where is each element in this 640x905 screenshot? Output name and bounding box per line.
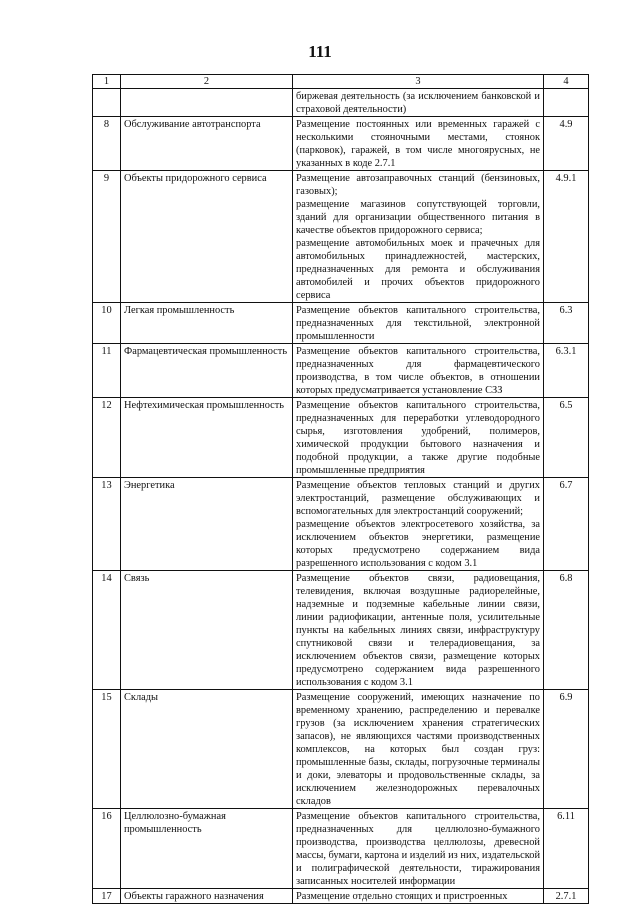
description-paragraph: Размещение объектов капитального строительства, предназначенных для целлюлозно-бумажного производства, производства целлюлозы, древесной массы, бумаги, картона и изделий из них, издательской и полиграфической деятельности, тиражирования записанных носителей информации bbox=[296, 811, 540, 887]
description-paragraph: размещение объектов электросетевого хозяйства, за исключением объектов энергетики, размещение которых предусмотрено содержанием вида разрешенного использования с кодом 3.1 bbox=[296, 519, 540, 569]
table-row bbox=[93, 303, 589, 344]
row-description bbox=[293, 303, 544, 344]
land-use-table bbox=[92, 74, 589, 904]
description-paragraph: Размещение отдельно стоящих и пристроенных bbox=[296, 891, 508, 902]
row-description bbox=[293, 171, 544, 303]
header-col-4: 4 bbox=[544, 75, 589, 89]
table-row bbox=[93, 117, 589, 171]
row-name: Легкая промышленность bbox=[121, 303, 293, 344]
row-code: 6.5 bbox=[544, 398, 589, 478]
row-code: 2.7.1 bbox=[544, 889, 589, 904]
row-name: Фармацевтическая промышленность bbox=[121, 344, 293, 398]
row-name: Обслуживание автотранспорта bbox=[121, 117, 293, 171]
description-paragraph: размещение магазинов сопутствующей торговли, зданий для организации общественного питания в качестве объектов придорожного сервиса; bbox=[296, 199, 540, 236]
row-code: 4.9 bbox=[544, 117, 589, 171]
row-description bbox=[293, 889, 544, 904]
table-row bbox=[93, 809, 589, 889]
row-name: Нефтехимическая промышленность bbox=[121, 398, 293, 478]
row-number: 10 bbox=[93, 303, 121, 344]
row-name: Энергетика bbox=[121, 478, 293, 571]
table-row bbox=[93, 478, 589, 571]
table-row bbox=[93, 398, 589, 478]
row-description bbox=[293, 478, 544, 571]
row-description bbox=[293, 398, 544, 478]
row-name: Объекты придорожного сервиса bbox=[121, 171, 293, 303]
row-code: 6.3 bbox=[544, 303, 589, 344]
row-code: 4.9.1 bbox=[544, 171, 589, 303]
row-description bbox=[293, 571, 544, 690]
row-number bbox=[93, 89, 121, 117]
description-paragraph: биржевая деятельность (за исключением банковской и страховой деятельности) bbox=[296, 91, 540, 115]
table-row bbox=[93, 571, 589, 690]
header-col-1: 1 bbox=[93, 75, 121, 89]
description-paragraph: Размещение объектов тепловых станций и других электростанций, размещение обслуживающих и вспомогательных для электростанций сооружений; bbox=[296, 480, 540, 517]
row-name: Связь bbox=[121, 571, 293, 690]
row-description bbox=[293, 89, 544, 117]
row-code: 6.9 bbox=[544, 690, 589, 809]
row-number: 13 bbox=[93, 478, 121, 571]
description-paragraph: Размещение объектов капитального строительства, предназначенных для текстильной, электронной промышленности bbox=[296, 305, 540, 342]
row-name: Целлюлозно-бумажная промышленность bbox=[121, 809, 293, 889]
row-description bbox=[293, 690, 544, 809]
description-paragraph: Размещение объектов капитального строительства, предназначенных для фармацевтического производства, в том числе объектов, в отношении которых предусматривается установление СЗЗ bbox=[296, 346, 540, 396]
row-number: 9 bbox=[93, 171, 121, 303]
row-number: 16 bbox=[93, 809, 121, 889]
header-col-2: 2 bbox=[121, 75, 293, 89]
description-paragraph: Размещение постоянных или временных гаражей с несколькими стояночными местами, стоянок (парковок), гаражей, в том числе многоярусных, не указанных в коде 2.7.1 bbox=[296, 119, 540, 169]
description-paragraph: размещение автомобильных моек и прачечных для автомобильных принадлежностей, мастерских, предназначенных для ремонта и обслуживания автомобилей и прочих объектов придорожного сервиса bbox=[296, 238, 540, 301]
description-paragraph: Размещение объектов капитального строительства, предназначенных для переработки углеводородного сырья, изготовления удобрений, полимеров, химической продукции бытового назначения и подобной продукции, а также другие подобные промышленные предприятия bbox=[296, 400, 540, 476]
row-code: 6.3.1 bbox=[544, 344, 589, 398]
table-row bbox=[93, 889, 589, 904]
table-row bbox=[93, 690, 589, 809]
row-number: 11 bbox=[93, 344, 121, 398]
description-paragraph: Размещение автозаправочных станций (бензиновых, газовых); bbox=[296, 173, 540, 197]
row-number: 15 bbox=[93, 690, 121, 809]
continuation-row bbox=[93, 89, 589, 117]
table-header-row bbox=[93, 75, 589, 89]
row-name: Объекты гаражного назначения bbox=[121, 889, 293, 904]
row-name: Склады bbox=[121, 690, 293, 809]
row-name bbox=[121, 89, 293, 117]
row-number: 17 bbox=[93, 889, 121, 904]
row-description bbox=[293, 117, 544, 171]
row-code: 6.11 bbox=[544, 809, 589, 889]
row-code: 6.7 bbox=[544, 478, 589, 571]
header-col-3: 3 bbox=[293, 75, 544, 89]
table-row bbox=[93, 344, 589, 398]
table-row bbox=[93, 171, 589, 303]
description-paragraph: Размещение сооружений, имеющих назначение по временному хранению, распределению и перевалке грузов (за исключением хранения стратегических запасов), не являющихся частями производственных комплексов, на которых был создан груз: промышленные базы, склады, погрузочные терминалы и доки, элеваторы и продовольственные склады, за исключением железнодорожных перевалочных складов bbox=[296, 692, 540, 807]
row-number: 8 bbox=[93, 117, 121, 171]
row-code: 6.8 bbox=[544, 571, 589, 690]
row-description bbox=[293, 809, 544, 889]
description-paragraph: Размещение объектов связи, радиовещания, телевидения, включая воздушные радиорелейные, надземные и подземные кабельные линии связи, линии радиофикации, антенные поля, усилительные пункты на кабельных линиях связи, инфраструктуру спутниковой связи и телерадиовещания, за исключением объектов связи, размещение которых предусмотрено содержанием вида разрешенного использования с кодом 3.1 bbox=[296, 573, 540, 688]
page-number: 111 bbox=[308, 42, 332, 61]
row-description bbox=[293, 344, 544, 398]
row-number: 12 bbox=[93, 398, 121, 478]
row-number: 14 bbox=[93, 571, 121, 690]
row-code bbox=[544, 89, 589, 117]
